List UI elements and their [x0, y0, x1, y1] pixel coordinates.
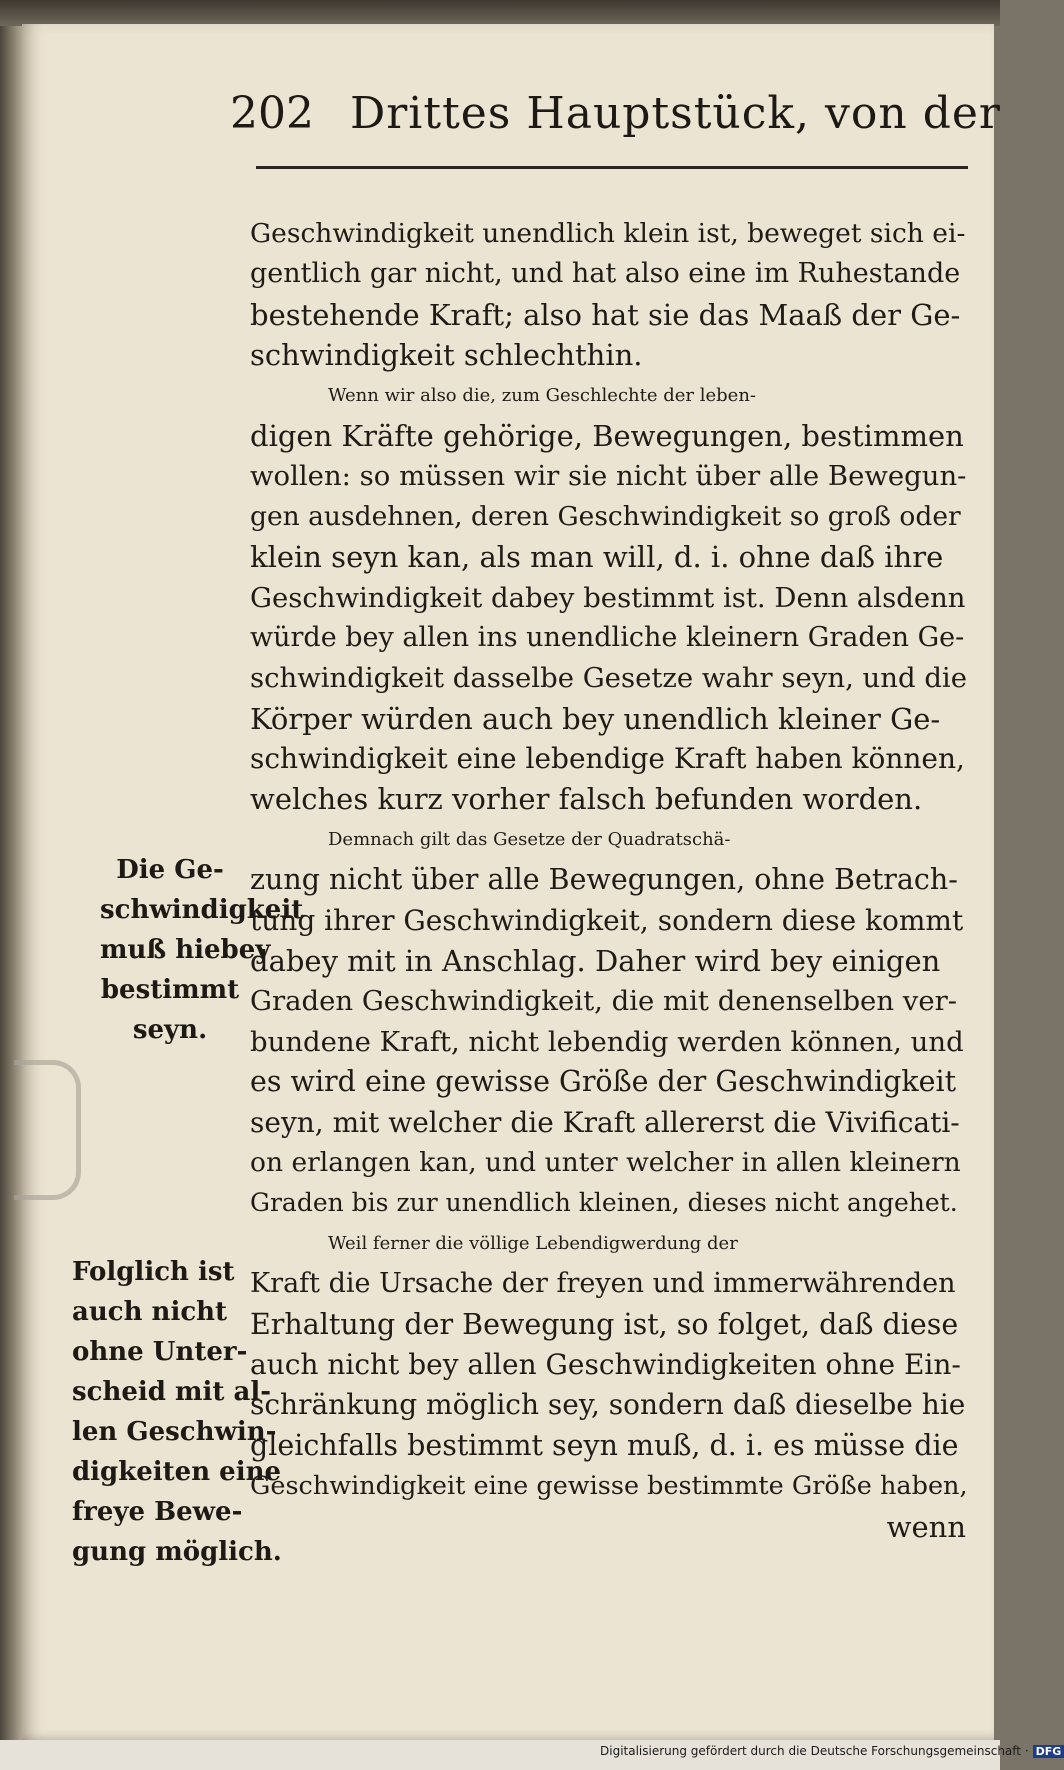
marginal-note-2: [72, 1252, 282, 1572]
text-line: zung nicht über alle Bewegungen, ohne Betrach-: [250, 863, 958, 897]
text-line: digen Kräfte gehörige, Bewegungen, bestimmen: [250, 418, 964, 453]
text-line: Geschwindigkeit eine gewisse bestimmte Größe haben,: [250, 1471, 968, 1502]
text-line: seyn, mit welcher die Kraft allererst die Vivificati-: [250, 1105, 960, 1139]
text-line: Erhaltung der Bewegung ist, so folget, daß diese: [250, 1307, 959, 1341]
page-header: [230, 88, 1001, 148]
page-number: 202: [230, 88, 314, 139]
marginal-note-1: [100, 850, 304, 1050]
marginal-line: freye Bewe-: [72, 1497, 243, 1527]
text-line: Wenn wir also die, zum Geschlechte der leben-: [328, 384, 757, 406]
marginal-line: Folglich ist: [72, 1257, 235, 1287]
marginal-line: digkeiten eine: [72, 1457, 282, 1487]
text-line: es wird eine gewisse Größe der Geschwindigkeit: [250, 1065, 957, 1099]
book-spine: [0, 0, 24, 1770]
page-clip: [14, 1060, 81, 1200]
text-line: bundene Kraft, nicht lebendig werden können, und: [250, 1025, 964, 1058]
text-line: Graden Geschwindigkeit, die mit denenselben ver-: [250, 985, 958, 1018]
text-line: auch nicht bey allen Geschwindigkeiten ohne Ein-: [250, 1347, 961, 1381]
text-line: wollen: so müssen wir sie nicht über alle Bewegun-: [250, 460, 967, 493]
running-head: Drittes Hauptstück, von der: [350, 88, 1001, 139]
text-line: schränkung möglich sey, sondern daß dieselbe hie: [250, 1388, 966, 1422]
text-line: Weil ferner die völlige Lebendigwerdung der: [328, 1232, 738, 1254]
text-line: welches kurz vorher falsch befunden worden.: [250, 782, 923, 817]
text-line: schwindigkeit dasselbe Gesetze wahr seyn, und die: [250, 662, 967, 695]
marginal-line: len Geschwin-: [72, 1417, 277, 1447]
text-line: gentlich gar nicht, und hat also eine im Ruhestande: [250, 258, 961, 290]
digitization-credit: [600, 1744, 1062, 1764]
marginal-line: bestimmt: [100, 975, 240, 1005]
text-line: Geschwindigkeit unendlich klein ist, beweget sich ei-: [250, 218, 966, 249]
marginal-line: ohne Unter-: [72, 1337, 248, 1367]
text-line: schwindigkeit schlechthin.: [250, 338, 643, 373]
text-line: gen ausdehnen, deren Geschwindigkeit so groß oder: [250, 500, 961, 532]
marginal-line: gung möglich.: [72, 1537, 282, 1567]
text-line: bestehende Kraft; also hat sie das Maaß der Ge-: [250, 297, 961, 332]
marginal-line: scheid mit al-: [72, 1377, 271, 1407]
text-line: würde bey allen ins unendliche kleinern Graden Ge-: [250, 621, 965, 653]
marginal-line: seyn.: [132, 1015, 208, 1045]
text-line: dabey mit in Anschlag. Daher wird bey einigen: [250, 944, 941, 979]
text-line: wenn: [886, 1509, 966, 1544]
marginal-line: muß hiebey: [100, 935, 271, 965]
text-line: Graden bis zur unendlich kleinen, dieses nicht angehet.: [250, 1188, 958, 1218]
text-line: Kraft die Ursache der freyen und immerwährenden: [250, 1268, 956, 1300]
text-line: gleichfalls bestimmt seyn muß, d. i. es müsse die: [250, 1428, 959, 1462]
text-line: schwindigkeit eine lebendige Kraft haben können,: [250, 742, 965, 776]
text-line: klein seyn kan, als man will, d. i. ohne daß ihre: [250, 540, 944, 575]
text-line: Geschwindigkeit dabey bestimmt ist. Denn alsdenn: [250, 581, 966, 614]
text-line: Demnach gilt das Gesetze der Quadratschä-: [328, 828, 731, 850]
credit-text: Digitalisierung gefördert durch die Deutsche Forschungsgemeinschaft ·: [600, 1744, 1029, 1758]
marginal-line: schwindigkeit: [100, 895, 304, 925]
marginal-line: auch nicht: [72, 1297, 228, 1327]
dfg-logo: DFG: [1033, 1745, 1064, 1758]
top-shadow: [0, 0, 1000, 26]
text-line: tung ihrer Geschwindigkeit, sondern diese kommt: [250, 903, 964, 937]
marginal-line: Die Ge-: [116, 855, 224, 885]
header-rule: [256, 166, 968, 169]
text-line: Körper würden auch bey unendlich kleiner Ge-: [250, 701, 941, 736]
body-text: [250, 214, 966, 1547]
text-line: on erlangen kan, und unter welcher in allen kleinern: [250, 1146, 961, 1178]
